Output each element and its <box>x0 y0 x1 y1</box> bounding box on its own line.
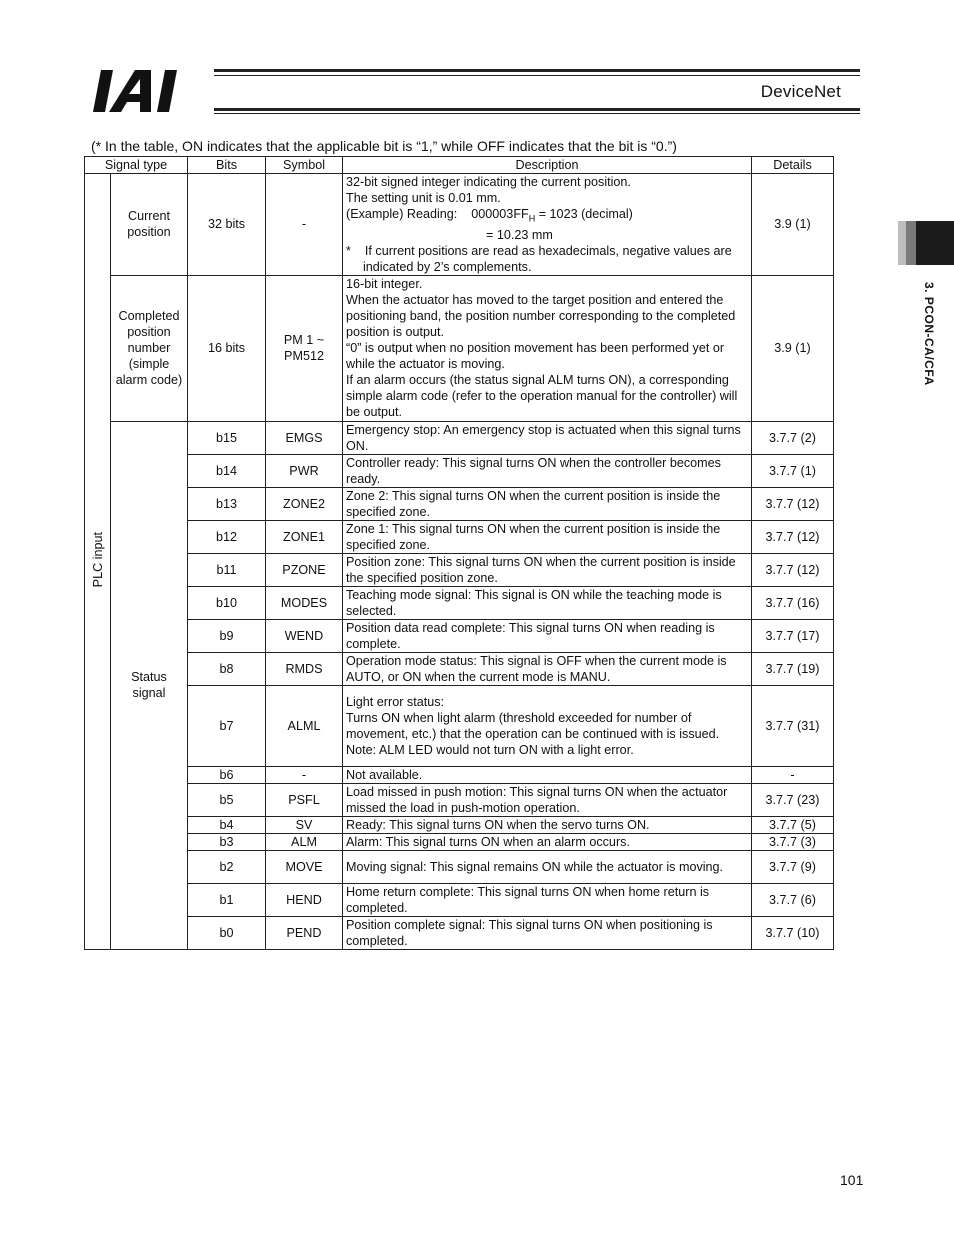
symbol-cell: ALM <box>266 833 343 850</box>
details-cell: 3.7.7 (5) <box>752 816 834 833</box>
desc-line: The setting unit is 0.01 mm. <box>346 191 501 205</box>
bit-cell: b6 <box>188 766 266 783</box>
details-cell: 3.7.7 (19) <box>752 652 834 685</box>
details-cell: 3.7.7 (16) <box>752 586 834 619</box>
description-cell: Operation mode status: This signal is OFF when the current mode is AUTO, or ON when the current mode is MANU. <box>343 652 752 685</box>
status-row <box>85 850 834 883</box>
bit-cell: b1 <box>188 883 266 916</box>
bit-cell: b5 <box>188 783 266 816</box>
details-cell: 3.7.7 (12) <box>752 487 834 520</box>
symbol-cell: - <box>266 766 343 783</box>
symbol-cell: PEND <box>266 916 343 949</box>
description-cell: 16-bit integer. When the actuator has moved to the target position and entered the positioning band, the position number corresponding to the completed position is output. “0” is output when no position movement has been performed yet or while the actuator is moving. If an alarm occurs (the status signal ALM turns ON), a corresponding simple alarm code (refer to the operation manual for the controller) will be output. <box>343 275 752 421</box>
description-cell: Alarm: This signal turns ON when an alarm occurs. <box>343 833 752 850</box>
symbol-cell: PM 1 ~ PM512 <box>266 275 343 421</box>
description-cell: Light error status: Turns ON when light alarm (threshold exceeded for number of movement, etc.) that the operation can be continued with is issued. Note: ALM LED would not turn ON with a light error. <box>343 685 752 766</box>
details-cell: 3.7.7 (6) <box>752 883 834 916</box>
header-description: Description <box>343 157 752 174</box>
header-rule-top <box>214 69 860 76</box>
description-cell: Zone 2: This signal turns ON when the current position is inside the specified zone. <box>343 487 752 520</box>
description-cell: Position data read complete: This signal turns ON when reading is complete. <box>343 619 752 652</box>
bit-cell: b14 <box>188 454 266 487</box>
status-row <box>85 619 834 652</box>
status-row <box>85 783 834 816</box>
description-cell: Not available. <box>343 766 752 783</box>
desc-line: 32-bit signed integer indicating the current position. <box>346 175 631 189</box>
signal-type-cell: Completed position number (simple alarm code) <box>111 275 188 421</box>
bit-cell: b10 <box>188 586 266 619</box>
desc-example-value: = 1023 (decimal) <box>535 207 633 221</box>
header-rule-bottom-thin <box>214 113 860 114</box>
bit-cell: b8 <box>188 652 266 685</box>
description-cell: Position complete signal: This signal turns ON when positioning is completed. <box>343 916 752 949</box>
symbol-cell: PWR <box>266 454 343 487</box>
header-details: Details <box>752 157 834 174</box>
bits-cell: 16 bits <box>188 275 266 421</box>
status-row <box>85 520 834 553</box>
bit-cell: b13 <box>188 487 266 520</box>
logo-text: IAI <box>133 96 135 97</box>
group-label: PLC input <box>90 531 105 587</box>
signal-type-cell: Current position <box>111 174 188 276</box>
symbol-cell: MODES <box>266 586 343 619</box>
status-signal-label: Status signal <box>111 421 188 949</box>
header-symbol: Symbol <box>266 157 343 174</box>
status-row <box>85 652 834 685</box>
status-row <box>85 454 834 487</box>
details-cell: 3.7.7 (12) <box>752 553 834 586</box>
desc-example: (Example) Reading: 000003FF <box>346 207 529 221</box>
details-cell: 3.7.7 (1) <box>752 454 834 487</box>
desc-footnote: * If current positions are read as hexadecimals, negative values are indicated by 2’s complements. <box>346 243 736 274</box>
symbol-cell: ZONE2 <box>266 487 343 520</box>
status-row <box>85 833 834 850</box>
page-number: 101 <box>840 1172 864 1188</box>
details-cell: 3.7.7 (3) <box>752 833 834 850</box>
table-note: (* In the table, ON indicates that the applicable bit is “1,” while OFF indicates that the bit is “0.”) <box>91 138 677 154</box>
description-cell: Controller ready: This signal turns ON when the controller becomes ready. <box>343 454 752 487</box>
symbol-cell: PSFL <box>266 783 343 816</box>
bit-cell: b2 <box>188 850 266 883</box>
description-cell: Ready: This signal turns ON when the servo turns ON. <box>343 816 752 833</box>
bit-cell: b12 <box>188 520 266 553</box>
description-cell <box>343 174 752 276</box>
header-bits: Bits <box>188 157 266 174</box>
details-cell: 3.7.7 (12) <box>752 520 834 553</box>
description-cell: Emergency stop: An emergency stop is actuated when this signal turns ON. <box>343 421 752 454</box>
description-cell: Position zone: This signal turns ON when the current position is inside the specified position zone. <box>343 553 752 586</box>
bit-cell: b4 <box>188 816 266 833</box>
symbol-cell: EMGS <box>266 421 343 454</box>
status-row <box>85 487 834 520</box>
bit-cell: b9 <box>188 619 266 652</box>
doc-title: DeviceNet <box>760 82 841 101</box>
status-row <box>85 586 834 619</box>
symbol-cell: - <box>266 174 343 276</box>
symbol-cell: ALML <box>266 685 343 766</box>
desc-line <box>346 206 748 227</box>
details-cell: 3.7.7 (17) <box>752 619 834 652</box>
table-row-current-position <box>85 174 834 276</box>
status-row <box>85 553 834 586</box>
details-cell: 3.7.7 (23) <box>752 783 834 816</box>
table-row-completed-position <box>85 275 834 421</box>
desc-line: = 10.23 mm <box>486 227 553 242</box>
status-row <box>85 685 834 766</box>
header-signal-type: Signal type <box>85 157 188 174</box>
bit-cell: b3 <box>188 833 266 850</box>
description-cell: Zone 1: This signal turns ON when the current position is inside the specified zone. <box>343 520 752 553</box>
details-cell: 3.9 (1) <box>752 174 834 276</box>
status-row <box>85 883 834 916</box>
bits-cell: 32 bits <box>188 174 266 276</box>
desc-subscript: H <box>528 213 536 224</box>
chapter-tab-marker <box>898 221 954 265</box>
symbol-cell: MOVE <box>266 850 343 883</box>
details-cell: 3.7.7 (9) <box>752 850 834 883</box>
description-cell: Home return complete: This signal turns ON when home return is completed. <box>343 883 752 916</box>
status-row <box>85 766 834 783</box>
plc-input-table <box>84 156 834 950</box>
details-cell: - <box>752 766 834 783</box>
description-cell: Moving signal: This signal remains ON while the actuator is moving. <box>343 850 752 883</box>
status-row <box>85 816 834 833</box>
bit-cell: b0 <box>188 916 266 949</box>
bit-cell: b15 <box>188 421 266 454</box>
status-row <box>85 421 834 454</box>
group-cell <box>85 174 111 950</box>
symbol-cell: ZONE1 <box>266 520 343 553</box>
symbol-cell: PZONE <box>266 553 343 586</box>
bit-cell: b7 <box>188 685 266 766</box>
details-cell: 3.7.7 (2) <box>752 421 834 454</box>
details-cell: 3.7.7 (31) <box>752 685 834 766</box>
bit-cell: b11 <box>188 553 266 586</box>
status-row <box>85 916 834 949</box>
details-cell: 3.7.7 (10) <box>752 916 834 949</box>
table-header-row <box>85 157 834 174</box>
header-rule-bottom <box>214 108 860 111</box>
symbol-cell: HEND <box>266 883 343 916</box>
symbol-cell: SV <box>266 816 343 833</box>
details-cell: 3.9 (1) <box>752 275 834 421</box>
chapter-tab-label: 3. PCON-CA/CFA <box>922 282 936 386</box>
description-cell: Load missed in push motion: This signal turns ON when the actuator missed the load in push-motion operation. <box>343 783 752 816</box>
symbol-cell: WEND <box>266 619 343 652</box>
symbol-cell: RMDS <box>266 652 343 685</box>
iai-logo <box>93 70 208 112</box>
description-cell: Teaching mode signal: This signal is ON while the teaching mode is selected. <box>343 586 752 619</box>
